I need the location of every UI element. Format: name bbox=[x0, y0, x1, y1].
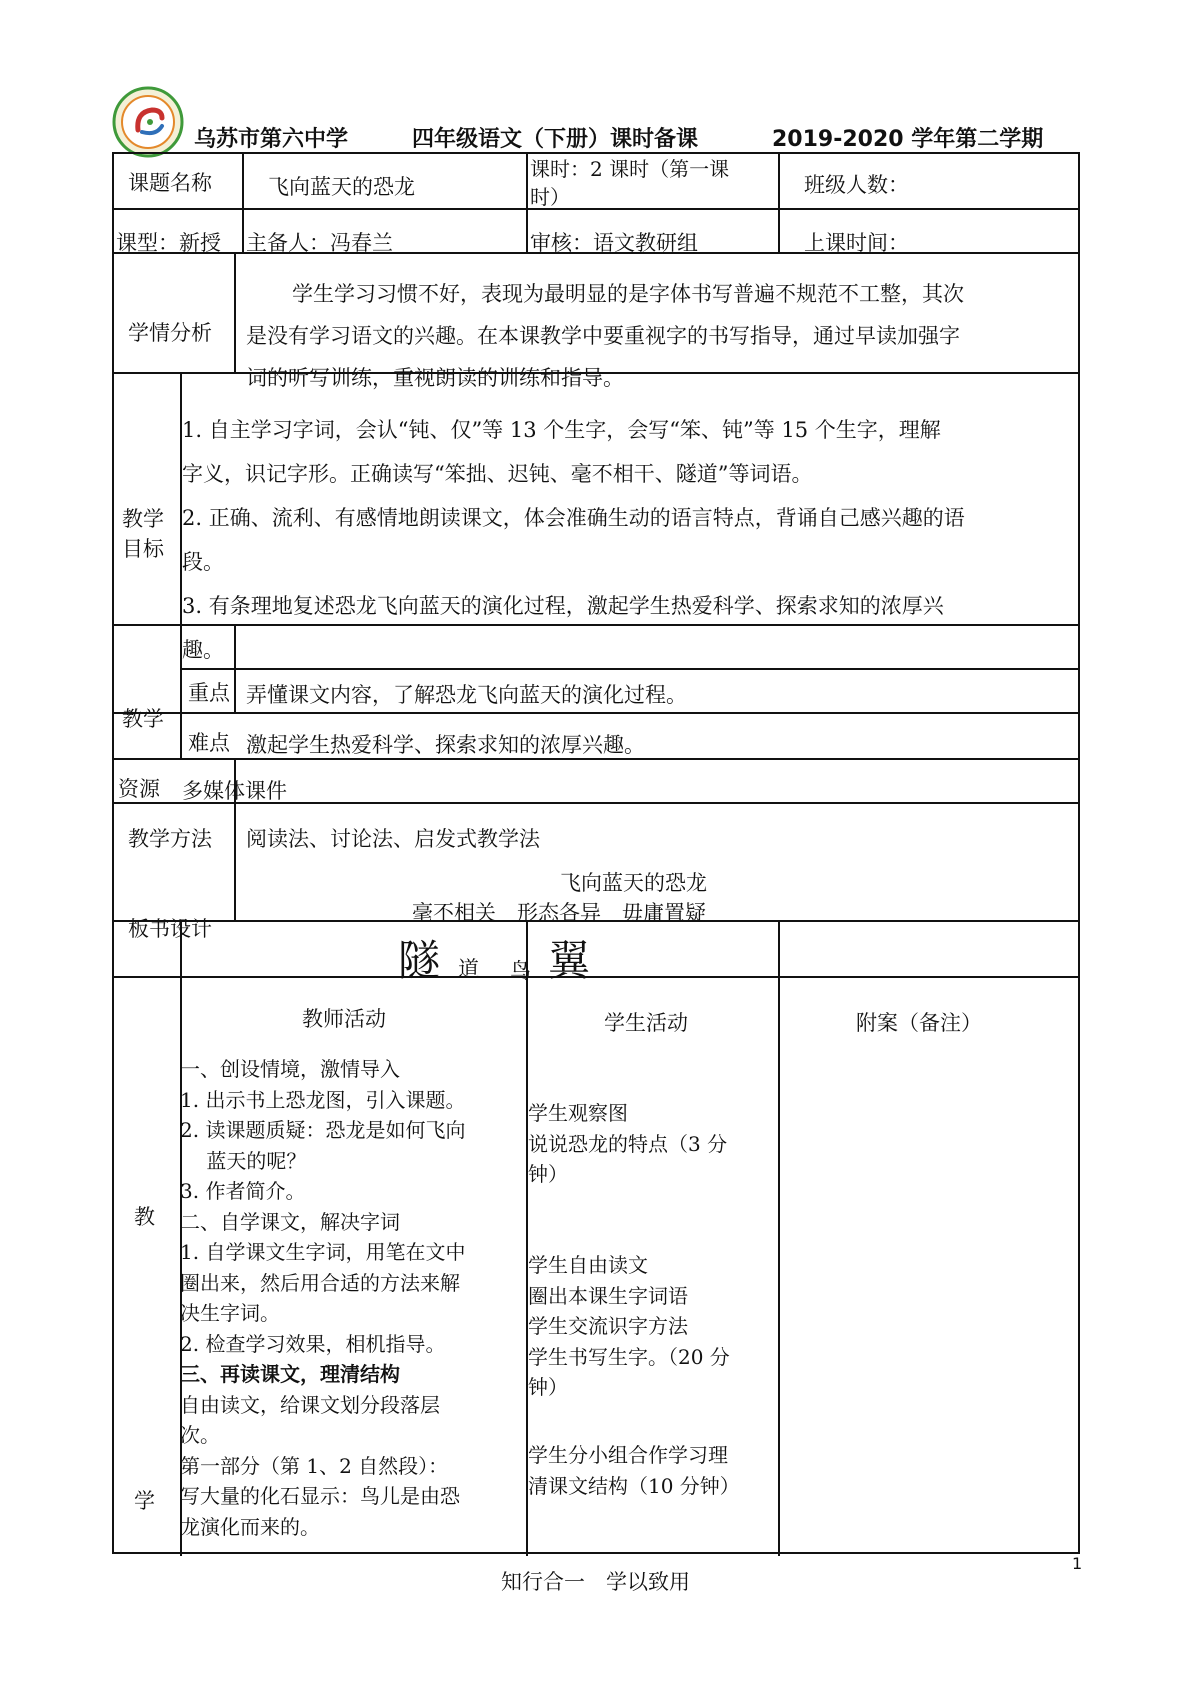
teacher-line: 三、再读课文，理清结构 bbox=[180, 1362, 400, 1386]
board-label: 板书设计 bbox=[128, 917, 212, 941]
focus-label: 教学 bbox=[122, 707, 164, 731]
side-label-teach: 教 bbox=[134, 1205, 155, 1229]
teacher-line: 二、自学课文，解决字词 bbox=[180, 1209, 400, 1234]
teacher-line: 决生字词。 bbox=[180, 1301, 280, 1325]
student-line: 说说恐龙的特点（3 分 bbox=[528, 1131, 728, 1156]
goal-line-5: 3. 有条理地复述恐龙飞向蓝天的演化过程，激起学生热爱科学、探索求知的浓厚兴 bbox=[182, 594, 944, 618]
student-line: 清课文结构（10 分钟） bbox=[528, 1473, 740, 1498]
board-title: 飞向蓝天的恐龙 bbox=[560, 871, 707, 895]
teacher-line: 写大量的化石显示：鸟儿是由恐 bbox=[180, 1484, 460, 1508]
teacher-activity-header: 教师活动 bbox=[302, 1007, 386, 1031]
student-activity-block-3 bbox=[528, 1440, 778, 1501]
board-character-niao: 鸟 bbox=[510, 959, 531, 983]
student-line: 圈出本课生字词语 bbox=[528, 1283, 688, 1308]
teacher-line: 1. 出示书上恐龙图，引入课题。 bbox=[180, 1087, 466, 1112]
school-name: 乌苏市第六中学 bbox=[194, 127, 349, 152]
analysis-line-1: 学生学习习惯不好，表现为最明显的是字体书写普遍不规范不工整，其次 bbox=[292, 282, 964, 306]
goal-line-3: 2. 正确、流利、有感情地朗读课文，体会准确生动的语言特点，背诵自己感兴趣的语 bbox=[182, 506, 965, 530]
teacher-line: 2. 读课题质疑：恐龙是如何飞向 bbox=[180, 1118, 466, 1142]
analysis-label: 学情分析 bbox=[128, 321, 212, 345]
class-time-label: 上课时间： bbox=[804, 231, 909, 255]
resources-label: 资源 bbox=[118, 777, 160, 801]
difficult-point-value: 激起学生热爱科学、探索求知的浓厚兴趣。 bbox=[246, 733, 645, 757]
teacher-line: 3. 作者简介。 bbox=[180, 1179, 306, 1203]
goals-label-1: 教学 bbox=[122, 507, 164, 531]
topic-value: 飞向蓝天的恐龙 bbox=[268, 175, 415, 199]
student-activity-block-2 bbox=[528, 1250, 778, 1403]
goal-line-1: 1. 自主学习字词，会认“钝、仅”等 13 个生字，会写“笨、钝”等 15 个生字，理解 bbox=[182, 418, 941, 442]
teacher-line: 龙演化而来的。 bbox=[180, 1514, 320, 1539]
board-phrases: 毫不相关 形态各异 毋庸置疑 bbox=[412, 901, 706, 925]
period-line-2: 时） bbox=[530, 185, 570, 209]
lead-preparer: 主备人：冯春兰 bbox=[246, 231, 393, 255]
teacher-line: 次。 bbox=[180, 1423, 220, 1447]
student-line: 学生分小组合作学习理 bbox=[528, 1443, 728, 1467]
goals-label-2: 目标 bbox=[122, 537, 164, 561]
analysis-line-2: 是没有学习语文的兴趣。在本课教学中要重视字的书写指导，通过早读加强字 bbox=[246, 324, 960, 348]
student-line: 学生书写生字。（20 分 bbox=[528, 1344, 730, 1369]
notes-header: 附案（备注） bbox=[856, 1011, 982, 1035]
goal-line-6: 趣。 bbox=[182, 638, 224, 662]
teacher-line: 一、创设情境，激情导入 bbox=[180, 1057, 400, 1081]
student-line: 学生自由读文 bbox=[528, 1253, 648, 1277]
teacher-line: 自由读文，给课文划分段落层 bbox=[180, 1392, 440, 1417]
goal-line-4: 段。 bbox=[182, 550, 224, 574]
footer-motto: 知行合一 学以致用 bbox=[501, 1570, 690, 1594]
page-number: 1 bbox=[1072, 1554, 1083, 1573]
board-character-yi: 翼 bbox=[548, 936, 591, 985]
class-size-label: 班级人数： bbox=[804, 173, 909, 197]
goal-line-2: 字义，识记字形。正确读写“笨拙、迟钝、毫不相干、隧道”等词语。 bbox=[182, 462, 813, 486]
board-character-dao: 道 bbox=[458, 957, 479, 981]
analysis-line-3: 词的听写训练，重视朗读的训练和指导。 bbox=[246, 366, 624, 390]
teacher-activity-list bbox=[180, 1054, 520, 1542]
difficult-point-label: 难点 bbox=[188, 731, 230, 755]
methods-label: 教学方法 bbox=[128, 827, 212, 851]
teacher-line: 蓝天的呢？ bbox=[180, 1148, 307, 1173]
student-line: 学生观察图 bbox=[528, 1101, 628, 1125]
student-activity-block-1 bbox=[528, 1098, 778, 1190]
board-character-sui: 隧 bbox=[398, 936, 441, 985]
teacher-line: 第一部分（第 1、2 自然段）： bbox=[180, 1453, 449, 1478]
document-title: 四年级语文（下册）课时备课 bbox=[412, 127, 699, 152]
key-point-label: 重点 bbox=[188, 681, 230, 705]
resources-value: 多媒体课件 bbox=[182, 779, 287, 803]
side-label-learn: 学 bbox=[134, 1489, 155, 1513]
reviewer: 审核：语文教研组 bbox=[530, 231, 698, 255]
teacher-line: 1. 自学课文生字词，用笔在文中 bbox=[180, 1240, 466, 1264]
lesson-type: 课型：新授 bbox=[116, 231, 221, 255]
student-line: 钟） bbox=[528, 1375, 568, 1399]
topic-label: 课题名称 bbox=[128, 171, 212, 195]
period-line-1: 课时：2 课时（第一课 bbox=[530, 157, 730, 181]
student-line: 钟） bbox=[528, 1162, 568, 1186]
school-logo bbox=[112, 86, 184, 158]
student-line: 学生交流识字方法 bbox=[528, 1314, 688, 1338]
key-point-value: 弄懂课文内容，了解恐龙飞向蓝天的演化过程。 bbox=[246, 683, 687, 707]
teacher-line: 2. 检查学习效果，相机指导。 bbox=[180, 1331, 446, 1356]
teacher-line: 圈出来，然后用合适的方法来解 bbox=[180, 1270, 460, 1295]
school-term: 2019-2020 学年第二学期 bbox=[772, 127, 1044, 152]
student-activity-header: 学生活动 bbox=[604, 1011, 688, 1035]
methods-value: 阅读法、讨论法、启发式教学法 bbox=[246, 827, 540, 851]
